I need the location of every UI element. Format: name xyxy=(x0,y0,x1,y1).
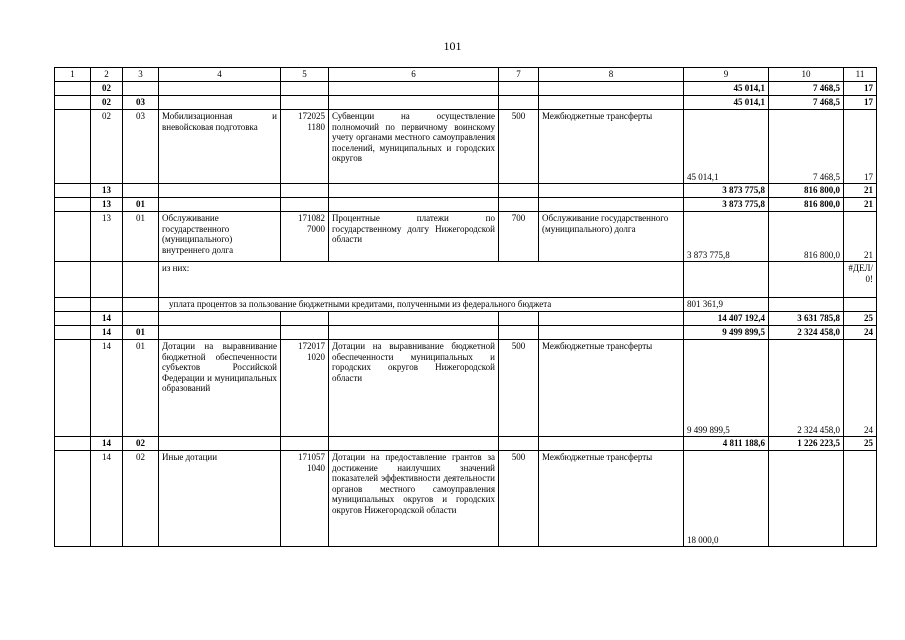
header-cell: 5 xyxy=(281,68,329,82)
header-cell: 3 xyxy=(123,68,159,82)
cell-amount-plan: 45 014,1 xyxy=(684,82,769,96)
cell-amount-fact: 2 324 458,0 xyxy=(769,326,844,340)
cell-target-name xyxy=(329,184,499,198)
cell-expense-name xyxy=(539,96,684,110)
cell-col1 xyxy=(55,110,91,184)
cell-amount-plan: 45 014,1 xyxy=(684,110,769,184)
cell-col1 xyxy=(55,184,91,198)
table-row xyxy=(55,437,877,451)
cell-subsection: 03 xyxy=(123,96,159,110)
header-cell: 10 xyxy=(769,68,844,82)
cell-name xyxy=(159,437,281,451)
cell-amount-plan: 3 873 775,8 xyxy=(684,198,769,212)
cell-percent: 17 xyxy=(844,110,877,184)
cell-name: Мобилизационная и вневойсковая подготовка xyxy=(159,110,281,184)
cell-amount-fact xyxy=(769,451,844,547)
cell-amount-plan: 18 000,0 xyxy=(684,451,769,547)
cell-amount-plan: 801 361,9 xyxy=(684,298,769,312)
header-cell: 9 xyxy=(684,68,769,82)
header-cell: 4 xyxy=(159,68,281,82)
cell-expense-code: 500 xyxy=(499,451,539,547)
cell-expense-name xyxy=(539,437,684,451)
cell-expense-code xyxy=(499,326,539,340)
cell-name xyxy=(159,82,281,96)
cell-subsection xyxy=(123,262,159,298)
cell-section xyxy=(91,298,123,312)
cell-expense-code: 500 xyxy=(499,110,539,184)
cell-name xyxy=(159,326,281,340)
table-row xyxy=(55,198,877,212)
table-row xyxy=(55,451,877,547)
cell-subsection xyxy=(123,82,159,96)
cell-name xyxy=(159,312,281,326)
cell-target-name xyxy=(329,326,499,340)
cell-target-code xyxy=(281,326,329,340)
cell-col1 xyxy=(55,198,91,212)
cell-section xyxy=(91,262,123,298)
cell-col1 xyxy=(55,451,91,547)
cell-target-name: Процентные платежи по государственному долгу Нижегородской области xyxy=(329,212,499,262)
cell-target-name xyxy=(329,198,499,212)
table-row xyxy=(55,312,877,326)
cell-expense-name xyxy=(539,326,684,340)
cell-expense-name xyxy=(539,184,684,198)
cell-target-name xyxy=(329,96,499,110)
cell-subsection: 02 xyxy=(123,437,159,451)
cell-expense-code xyxy=(499,198,539,212)
cell-expense-name xyxy=(539,82,684,96)
table-row xyxy=(55,96,877,110)
cell-expense-code xyxy=(499,96,539,110)
cell-subsection: 01 xyxy=(123,326,159,340)
cell-col1 xyxy=(55,326,91,340)
cell-percent: 17 xyxy=(844,82,877,96)
table-row xyxy=(55,340,877,437)
cell-target-name xyxy=(329,82,499,96)
cell-target-code xyxy=(281,96,329,110)
table-row xyxy=(55,262,877,298)
cell-expense-name: Межбюджетные трансферты xyxy=(539,340,684,437)
cell-section: 14 xyxy=(91,451,123,547)
cell-section: 13 xyxy=(91,184,123,198)
cell-subsection xyxy=(123,298,159,312)
cell-name xyxy=(159,184,281,198)
cell-percent: 21 xyxy=(844,212,877,262)
header-cell: 7 xyxy=(499,68,539,82)
page-number: 101 xyxy=(443,39,462,53)
cell-section: 14 xyxy=(91,437,123,451)
cell-name: Дотации на выравнивание бюджетной обеспеченности субъектов Российской Федерации и муниципальных образований xyxy=(159,340,281,437)
cell-percent: 21 xyxy=(844,184,877,198)
cell-section: 13 xyxy=(91,198,123,212)
cell-col1 xyxy=(55,212,91,262)
table-row xyxy=(55,110,877,184)
cell-section: 14 xyxy=(91,326,123,340)
cell-expense-code: 700 xyxy=(499,212,539,262)
cell-amount-plan: 9 499 899,5 xyxy=(684,340,769,437)
cell-percent: 24 xyxy=(844,340,877,437)
cell-name-note: из них: xyxy=(159,262,684,298)
cell-expense-code xyxy=(499,82,539,96)
cell-amount-plan: 4 811 188,6 xyxy=(684,437,769,451)
cell-amount-plan: 14 407 192,4 xyxy=(684,312,769,326)
cell-subsection: 03 xyxy=(123,110,159,184)
table-row xyxy=(55,184,877,198)
cell-subsection: 01 xyxy=(123,198,159,212)
table-row xyxy=(55,212,877,262)
cell-section: 14 xyxy=(91,312,123,326)
header-cell: 8 xyxy=(539,68,684,82)
cell-col1 xyxy=(55,437,91,451)
cell-amount-plan: 9 499 899,5 xyxy=(684,326,769,340)
cell-section: 14 xyxy=(91,340,123,437)
cell-subsection xyxy=(123,312,159,326)
cell-target-name: Дотации на предоставление грантов за достижение наилучших значений показателей эффективности деятельности органов местного самоуправления муниципальных округов и городских округов Нижегородской области xyxy=(329,451,499,547)
cell-amount-fact: 3 631 785,8 xyxy=(769,312,844,326)
cell-target-code: 172025 1180 xyxy=(281,110,329,184)
cell-expense-code xyxy=(499,312,539,326)
cell-section: 02 xyxy=(91,82,123,96)
cell-target-name xyxy=(329,312,499,326)
cell-target-name xyxy=(329,437,499,451)
cell-section: 02 xyxy=(91,110,123,184)
cell-subsection xyxy=(123,184,159,198)
cell-target-code xyxy=(281,82,329,96)
cell-section: 02 xyxy=(91,96,123,110)
cell-name: Иные дотации xyxy=(159,451,281,547)
header-cell: 6 xyxy=(329,68,499,82)
cell-amount-fact: 816 800,0 xyxy=(769,184,844,198)
cell-amount-fact: 7 468,5 xyxy=(769,110,844,184)
cell-name: Обслуживание государственного (муниципального) внутреннего долга xyxy=(159,212,281,262)
header-cell: 1 xyxy=(55,68,91,82)
cell-amount-fact xyxy=(769,262,844,298)
cell-amount-fact: 2 324 458,0 xyxy=(769,340,844,437)
cell-percent: 25 xyxy=(844,312,877,326)
table-row xyxy=(55,82,877,96)
cell-name xyxy=(159,198,281,212)
cell-col1 xyxy=(55,340,91,437)
cell-target-name: Субвенции на осуществление полномочий по первичному воинскому учету органами местного самоуправления поселений, муниципальных и городских округов xyxy=(329,110,499,184)
cell-target-code: 171082 7000 xyxy=(281,212,329,262)
cell-percent xyxy=(844,298,877,312)
cell-target-code xyxy=(281,312,329,326)
header-cell: 11 xyxy=(844,68,877,82)
cell-amount-plan: 45 014,1 xyxy=(684,96,769,110)
cell-percent xyxy=(844,451,877,547)
header-cell: 2 xyxy=(91,68,123,82)
cell-expense-name: Межбюджетные трансферты xyxy=(539,451,684,547)
cell-expense-name: Обслуживание государственного (муниципального) долга xyxy=(539,212,684,262)
cell-percent: 25 xyxy=(844,437,877,451)
cell-col1 xyxy=(55,298,91,312)
cell-name-note: уплата процентов за пользование бюджетными кредитами, полученными из федерального бюджета xyxy=(159,298,684,312)
cell-amount-fact xyxy=(769,298,844,312)
cell-col1 xyxy=(55,82,91,96)
cell-expense-name xyxy=(539,198,684,212)
cell-expense-code xyxy=(499,437,539,451)
cell-expense-name xyxy=(539,312,684,326)
cell-col1 xyxy=(55,312,91,326)
cell-amount-plan xyxy=(684,262,769,298)
cell-percent: 24 xyxy=(844,326,877,340)
cell-amount-fact: 7 468,5 xyxy=(769,96,844,110)
cell-section: 13 xyxy=(91,212,123,262)
cell-name xyxy=(159,96,281,110)
header-row xyxy=(55,68,877,82)
cell-target-code: 171057 1040 xyxy=(281,451,329,547)
budget-table xyxy=(54,67,877,547)
cell-amount-fact: 816 800,0 xyxy=(769,212,844,262)
cell-subsection: 01 xyxy=(123,212,159,262)
cell-amount-plan: 3 873 775,8 xyxy=(684,184,769,198)
cell-target-code xyxy=(281,198,329,212)
cell-col1 xyxy=(55,262,91,298)
cell-subsection: 01 xyxy=(123,340,159,437)
cell-amount-fact: 1 226 223,5 xyxy=(769,437,844,451)
cell-amount-fact: 816 800,0 xyxy=(769,198,844,212)
cell-col1 xyxy=(55,96,91,110)
cell-target-code: 172017 1020 xyxy=(281,340,329,437)
cell-target-code xyxy=(281,437,329,451)
cell-expense-name: Межбюджетные трансферты xyxy=(539,110,684,184)
cell-amount-plan: 3 873 775,8 xyxy=(684,212,769,262)
cell-percent: 17 xyxy=(844,96,877,110)
cell-target-name: Дотации на выравнивание бюджетной обеспеченности муниципальных и городских округов Нижегородской области xyxy=(329,340,499,437)
table-row xyxy=(55,326,877,340)
cell-percent: #ДЕЛ/0! xyxy=(844,262,877,298)
cell-expense-code xyxy=(499,184,539,198)
cell-amount-fact: 7 468,5 xyxy=(769,82,844,96)
cell-expense-code: 500 xyxy=(499,340,539,437)
cell-target-code xyxy=(281,184,329,198)
cell-subsection: 02 xyxy=(123,451,159,547)
table-row xyxy=(55,298,877,312)
cell-percent: 21 xyxy=(844,198,877,212)
